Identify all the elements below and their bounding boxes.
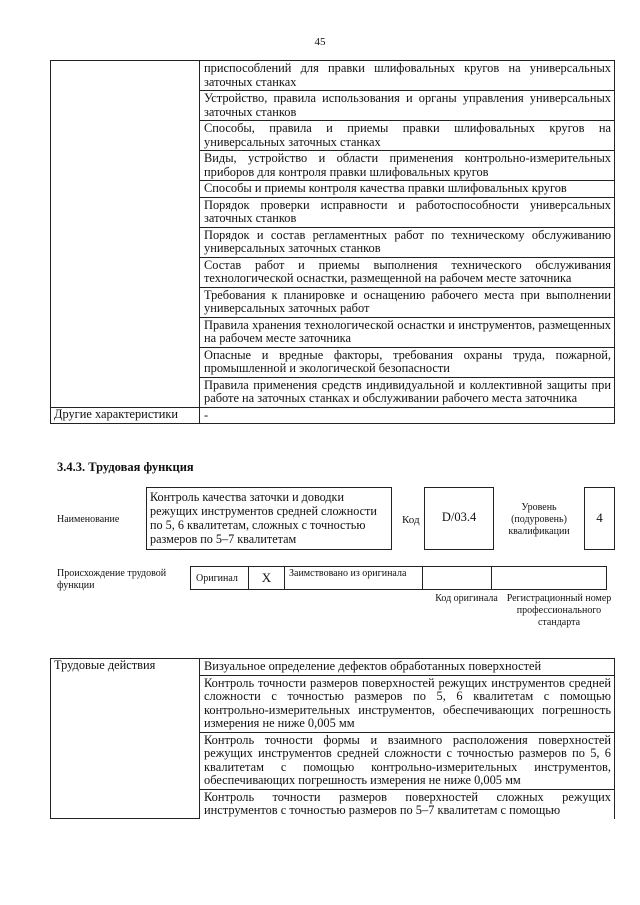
other-characteristics-label: Другие характеристики — [51, 407, 200, 424]
table-row — [51, 659, 615, 676]
section-title: 3.4.3. Трудовая функция — [57, 460, 194, 474]
knowledge-item: Состав работ и приемы выполнения технического обслуживания технологической оснастки, размещенной на рабочем месте заточника — [200, 257, 615, 287]
knowledge-item: Виды, устройство и области применения контрольно-измерительных приборов для контроля правки шлифовальных кругов — [200, 151, 615, 181]
labour-actions-table — [50, 658, 615, 819]
knowledge-item: Способы, правила и приемы правки шлифовальных кругов на универсальных заточных станках — [200, 121, 615, 151]
knowledge-item: Порядок и состав регламентных работ по техническому обслуживанию универсальных заточных станков — [200, 227, 615, 257]
code-original-label: Код оригинала — [435, 593, 498, 604]
origin-row — [190, 566, 607, 590]
original-mark: X — [261, 570, 272, 585]
origin-label: Происхождение трудовой функции — [57, 568, 167, 591]
qualification-level: 4 — [596, 510, 603, 525]
original-code-cell — [422, 566, 491, 590]
name-label: Наименование — [57, 514, 120, 525]
page-number: 45 — [314, 36, 326, 48]
function-code-box — [424, 487, 494, 550]
qualification-level-box — [584, 487, 615, 550]
function-name-box — [146, 487, 392, 550]
reg-number-label: Регистрационный номер профессионального стандарта — [506, 593, 612, 628]
borrowed-label: Заимствовано из оригинала — [289, 568, 407, 579]
function-code: D/03.4 — [441, 510, 477, 524]
knowledge-item: Устройство, правила использования и органы управления универсальных заточных станков — [200, 91, 615, 121]
knowledge-item: Порядок проверки исправности и работоспособности универсальных заточных станков — [200, 197, 615, 227]
knowledge-left-cell — [51, 61, 200, 408]
original-label: Оригинал — [196, 573, 238, 584]
level-label: Уровень (подуровень) квалификации — [508, 502, 570, 537]
original-mark-cell — [248, 566, 284, 590]
knowledge-item: Правила применения средств индивидуальной и коллективной защиты при работе на заточных станках и обслуживании рабочего места заточника — [200, 377, 615, 407]
labour-action-item: Контроль точности размеров поверхностей режущих инструментов средней сложности с точностью размеров по 5, 6 квалитетам с помощью контрольно-измерительных инструментов, обеспечивающих погрешность измерения не ниже 0,005 мм — [200, 675, 615, 732]
borrowed-cell — [284, 566, 422, 590]
other-characteristics-value: - — [200, 407, 615, 424]
labour-actions-label: Трудовые действия — [51, 659, 200, 819]
reg-number-cell — [491, 566, 607, 590]
labour-action-item: Контроль точности формы и взаимного расположения поверхностей режущих инструментов средней сложности с точностью размеров по 5, 6 квалитетам с помощью контрольно-измерительных инструментов, обеспечивающих погрешность измерения не ниже 0,005 мм — [200, 732, 615, 789]
table-row — [51, 407, 615, 424]
table-row — [51, 61, 615, 91]
knowledge-item: Способы и приемы контроля качества правки шлифовальных кругов — [200, 181, 615, 198]
knowledge-item: приспособлений для правки шлифовальных кругов на универсальных заточных станках — [200, 61, 615, 91]
knowledge-item: Опасные и вредные факторы, требования охраны труда, пожарной, промышленной и экологической безопасности — [200, 347, 615, 377]
knowledge-item: Правила хранения технологической оснастки и инструментов, размещенных на рабочем месте заточника — [200, 317, 615, 347]
knowledge-item: Требования к планировке и оснащению рабочего места при выполнении универсальных заточных работ — [200, 287, 615, 317]
knowledge-table — [50, 60, 615, 424]
function-name: Контроль качества заточки и доводки режущих инструментов средней сложности по 5, 6 квалитетам, сложных с точностью размеров по 5–7 квалитетам — [150, 490, 377, 546]
labour-action-item: Контроль точности размеров поверхностей сложных режущих инструментов с точностью размеров по 5–7 квалитетам с помощью — [200, 789, 615, 819]
original-cell — [190, 566, 248, 590]
code-label: Код — [402, 514, 420, 526]
labour-action-item: Визуальное определение дефектов обработанных поверхностей — [200, 659, 615, 676]
